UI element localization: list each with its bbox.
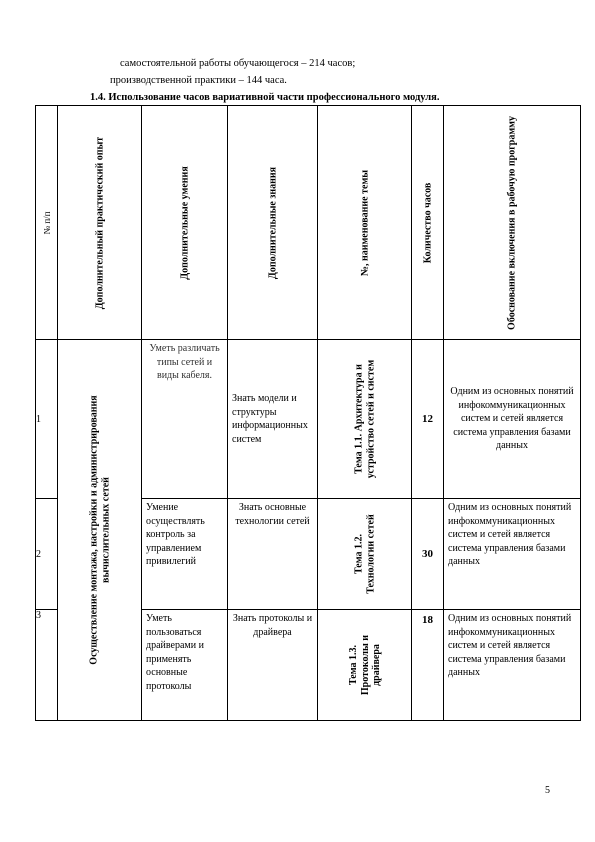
- knowledge-text: Знать модели и структуры информационных систем: [232, 393, 308, 445]
- section-heading: 1.4. Использование часов вариативной части профессионального модуля.: [90, 92, 440, 103]
- intro-line-1: самостоятельной работы обучающегося – 214 часов;: [120, 58, 356, 69]
- knowledge-cell: [228, 340, 318, 499]
- header-hours-label: Количество часов: [421, 182, 433, 263]
- activity-cell: [58, 340, 142, 721]
- header-skills: [142, 106, 228, 340]
- topic-cell: [318, 499, 412, 610]
- header-activity-label: Дополнительный практический опыт: [93, 136, 105, 309]
- justification-text: Одним из основных понятий инфокоммуникационных систем и сетей является система управления базами данных: [448, 613, 572, 678]
- justification-cell: [444, 340, 581, 499]
- knowledge-cell: [228, 610, 318, 721]
- header-skills-label: Дополнительные умения: [178, 165, 190, 280]
- hours-cell: 30: [412, 499, 444, 610]
- skill-cell: [142, 499, 228, 610]
- topic-text: Тема 1.1. Архитектура и устройство сетей и систем: [353, 359, 376, 479]
- table-row: [36, 340, 581, 499]
- header-activity: [58, 106, 142, 340]
- row-num: 1: [36, 340, 58, 499]
- variable-hours-table: [35, 105, 581, 721]
- row-num: 2: [36, 499, 58, 610]
- topic-cell: [318, 610, 412, 721]
- header-hours: [412, 106, 444, 340]
- table-header-row: [36, 106, 581, 340]
- activity-label: Осуществление монтажа, настройки и администрирования вычислительных сетей: [88, 395, 111, 665]
- header-num: [36, 106, 58, 340]
- justification-text: Одним из основных понятий инфокоммуникационных систем и сетей является система управления базами данных: [448, 502, 572, 567]
- knowledge-text: Знать протоколы и драйвера: [232, 613, 313, 638]
- skill-cell: [142, 610, 228, 721]
- header-num-label: № п/п: [41, 211, 52, 234]
- header-topics-label: №, наименование темы: [358, 169, 370, 276]
- skill-text: Уметь различать типы сетей и виды кабеля.: [149, 343, 220, 381]
- knowledge-cell: [228, 499, 318, 610]
- justification-cell: [444, 499, 581, 610]
- hours-cell: 12: [412, 340, 444, 499]
- intro-line-2: производственной практики – 144 часа.: [110, 75, 287, 86]
- header-knowledge-label: Дополнительные знания: [266, 166, 278, 279]
- justification-cell: [444, 610, 581, 721]
- header-justification-label: Обоснование включения в рабочую программу: [506, 115, 518, 330]
- justification-text: Одним из основных понятий инфокоммуникационных систем и сетей является система управления базами данных: [450, 386, 574, 452]
- topic-cell: [318, 340, 412, 499]
- skill-text: Уметь пользоваться драйверами и применять основные протоколы: [146, 613, 204, 692]
- header-justification: [444, 106, 581, 340]
- page-number: 5: [545, 785, 550, 796]
- topic-text: Тема 1.3. Протоколы и драйвера: [347, 634, 382, 696]
- topic-text: Тема 1.2. Технологии сетей: [353, 514, 376, 594]
- skill-cell: [142, 340, 228, 499]
- row-num: 3: [36, 610, 58, 721]
- header-topics: [318, 106, 412, 340]
- header-knowledge: [228, 106, 318, 340]
- skill-text: Умение осуществлять контроль за управлением привилегий: [146, 502, 205, 567]
- hours-cell: 18: [412, 610, 444, 721]
- knowledge-text: Знать основные технологии сетей: [235, 502, 310, 527]
